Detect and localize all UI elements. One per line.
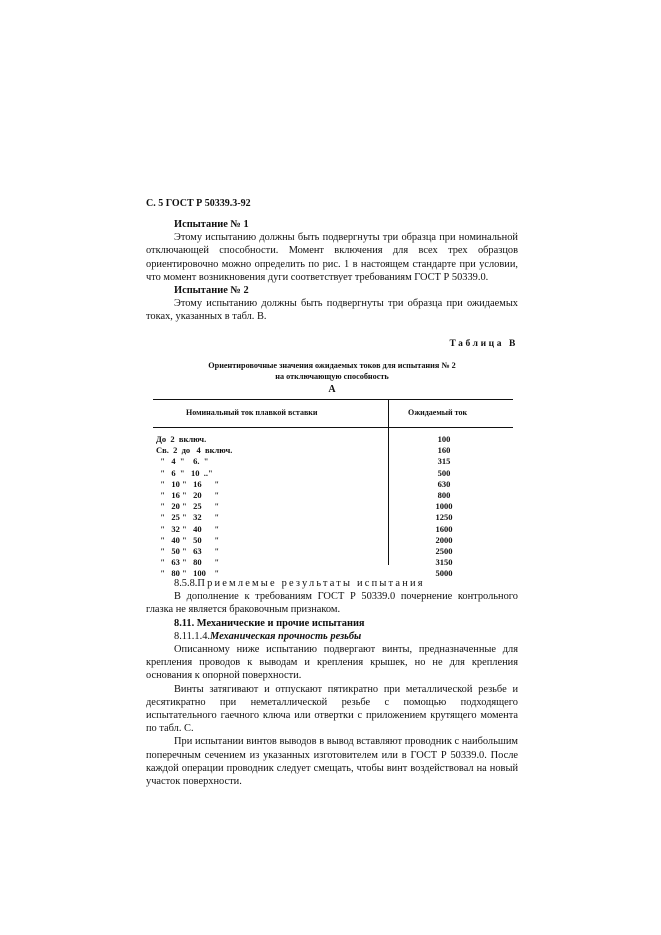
s858-number: 8.5.8. xyxy=(174,578,198,589)
table-title-line1: Ориентировочные значения ожидаемых токов для испытания № 2 xyxy=(208,361,456,370)
table-row-range: " 50 " 63 " xyxy=(156,546,220,557)
para3: При испытании винтов выводов в вывод вставляют проводник с наибольшим поперечным сечением из указанных изготовителем или в ГОСТ Р 50339.0. После каждой операции проводник следует смещать, чтобы винт воздействовал на новый участок поверхности. xyxy=(146,736,518,788)
s8114-heading xyxy=(146,630,518,643)
table-title-line2: на отключающую способность xyxy=(275,372,389,381)
table-row-current: 800 xyxy=(437,490,451,501)
s858-heading xyxy=(146,577,518,590)
table-row-current: 100 xyxy=(437,434,451,444)
test2-title: Испытание № 2 xyxy=(174,285,249,297)
table-row-current: 500 xyxy=(437,467,451,478)
table-row-range: " 32 " 40 " xyxy=(156,523,220,534)
para2: Винты затягивают и отпускают пятикратно при металлической резьбе и десятикратно при неметаллической резьбе с помощью подходящего испытательного гаечного ключа или отвертки с приложением крутящего момента по табл. С. xyxy=(146,683,518,735)
table-row-range: " 4 " 6. " xyxy=(156,456,209,467)
table-top-rule xyxy=(153,399,513,400)
table-row-range: " 63 " 80 " xyxy=(156,557,220,568)
table-row-range: " 6 " 10 .." xyxy=(156,467,213,478)
table-row-current: 160 xyxy=(437,445,451,456)
s8114-title: Механическая прочность резьбы xyxy=(209,630,362,642)
table-row-range: " 20 " 25 " xyxy=(156,501,220,512)
table-column-divider xyxy=(388,399,389,565)
table-row-current: 1000 xyxy=(435,501,453,512)
table-row-range: Св. 2 до 4 включ. xyxy=(156,445,233,456)
test2-text: Этому испытанию должны быть подвергнуты три образца при ожидаемых токах, указанных в табл. В. xyxy=(146,298,518,323)
results-section xyxy=(146,577,518,788)
table-row-range: " 10 " 16 " xyxy=(156,478,220,489)
table-current-column xyxy=(410,434,478,580)
s858-text: В дополнение к требованиям ГОСТ Р 50339.0 почернение контрольного глазка не является браковочным признаком. xyxy=(146,591,518,616)
table-row-current: 1250 xyxy=(435,512,453,523)
table-row-current: 3150 xyxy=(435,557,453,568)
table-title xyxy=(146,360,518,382)
table-row-range: " 16 " 20 " xyxy=(156,490,220,501)
table-col1-header: Номинальный ток плавкой вставки xyxy=(186,408,318,417)
table-row-range: До 2 включ. xyxy=(156,434,207,444)
tests-section xyxy=(146,218,518,324)
table-row-range: " 40 " 50 " xyxy=(156,534,220,545)
test1-text: Этому испытанию должны быть подвергнуты три образца при номинальной отключающей способности. Момент включения для всех трех образцов ориентировочно можно определить по рис. 1 в настоящем стандарте при условии, что момент возникновения дуги соответствует требованиям ГОСТ Р 50339.0. xyxy=(146,232,518,283)
table-range-column xyxy=(156,434,232,580)
s8114-number: 8.11.1.4. xyxy=(174,630,210,642)
s858-title: Приемлемые результаты испытания xyxy=(197,578,425,589)
para1: Описанному ниже испытанию подвергают винты, предназначенные для крепления проводов к выводам и крепления крышек, но не для крепления основания к опорной поверхности. xyxy=(146,644,518,682)
table-letter: А xyxy=(328,384,336,395)
table-row-current: 315 xyxy=(437,456,451,467)
table-row-current: 1600 xyxy=(435,523,453,534)
s811-heading: 8.11. Механические и прочие испытания xyxy=(174,617,365,629)
test1-title: Испытание № 1 xyxy=(174,219,249,230)
table-row-range: " 25 " 32 " xyxy=(156,512,220,523)
table-row-current: 2000 xyxy=(435,534,453,545)
table-col2-header: Ожидаемый ток xyxy=(408,408,468,417)
table-label: Таблица В xyxy=(449,339,518,349)
page-header: С. 5 ГОСТ Р 50339.3-92 xyxy=(146,198,251,209)
table-header-rule xyxy=(153,427,513,428)
table-row-current: 2500 xyxy=(435,546,453,557)
table-row-current: 630 xyxy=(437,478,451,489)
table-row-current: 5000 xyxy=(435,568,453,579)
table-row-range: " 80 " 100 " xyxy=(156,568,220,579)
